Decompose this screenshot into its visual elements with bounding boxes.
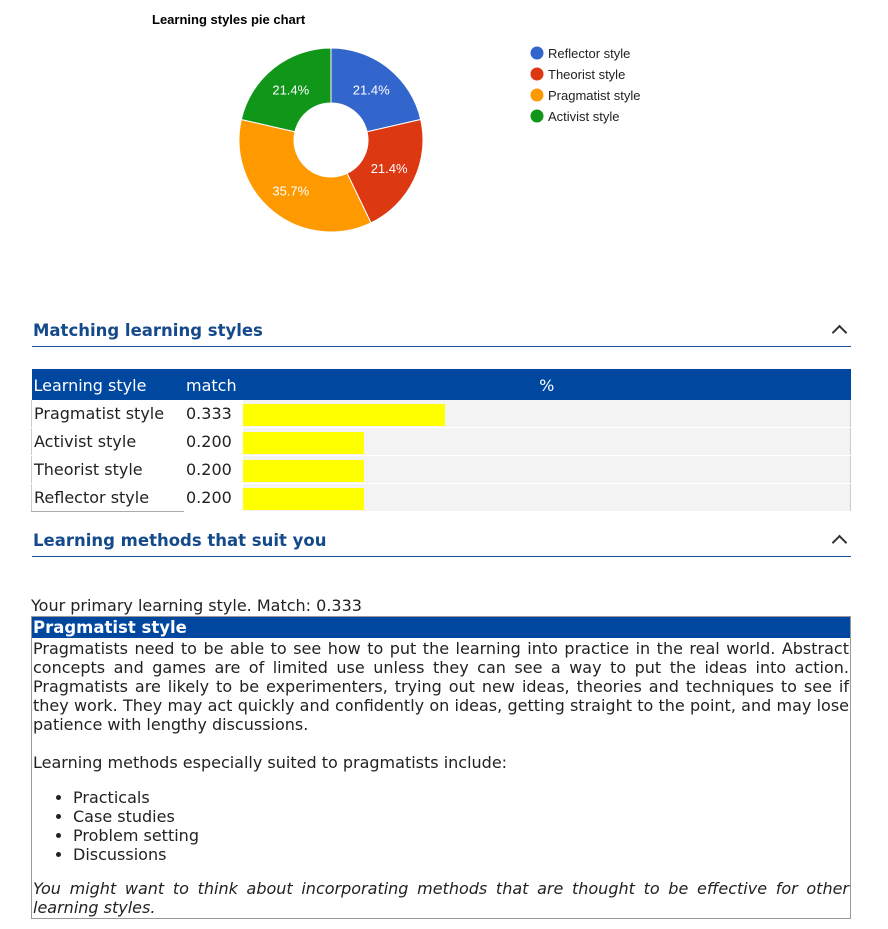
match-bar bbox=[243, 404, 445, 426]
match-bar bbox=[243, 460, 364, 482]
match-table bbox=[31, 369, 851, 512]
table-row bbox=[32, 400, 851, 428]
row-match-value: 0.333 bbox=[184, 400, 243, 428]
pie-slice-label: 21.4% bbox=[352, 82, 390, 98]
methods-list bbox=[33, 788, 849, 864]
style-description-box bbox=[31, 616, 851, 919]
row-style-name: Theorist style bbox=[32, 456, 185, 484]
row-percent-cell bbox=[243, 428, 851, 456]
chevron-up-icon[interactable] bbox=[832, 325, 848, 341]
row-percent-cell bbox=[243, 456, 851, 484]
legend-marker bbox=[531, 68, 544, 81]
list-item: • Case studies bbox=[73, 807, 849, 826]
other-styles-note: You might want to think about incorporating methods that are thought to be effective for other learning styles. bbox=[33, 879, 849, 917]
table-row bbox=[32, 484, 851, 512]
style-box-body bbox=[32, 638, 850, 917]
column-header-percent: % bbox=[243, 370, 851, 401]
row-style-name: Activist style bbox=[32, 428, 185, 456]
pie-slice-label: 21.4% bbox=[370, 160, 408, 176]
chart-title: Learning styles pie chart bbox=[152, 12, 306, 27]
legend-entry[interactable]: Theorist style bbox=[548, 67, 626, 82]
style-box-title: Pragmatist style bbox=[32, 617, 850, 638]
list-item: • Discussions bbox=[73, 845, 849, 864]
methods-intro: Learning methods especially suited to pragmatists include: bbox=[33, 753, 508, 772]
legend-marker bbox=[531, 110, 544, 123]
match-bar bbox=[243, 488, 364, 510]
matching-styles-title: Matching learning styles bbox=[33, 321, 263, 340]
table-row bbox=[32, 456, 851, 484]
style-description: Pragmatists need to be able to see how to put the learning into practice in the real world. Abstract concepts and games are of limited use unless they can see a way to put the ideas into action. Pragmatists are likely to be experimenters, trying out new ideas, theories and techniques to see if they work. They may act quickly and confidently on ideas, getting straight to the point, and may lose patience with lengthy discussions. bbox=[33, 639, 849, 734]
chevron-up-icon[interactable] bbox=[832, 535, 848, 551]
match-bar bbox=[243, 432, 364, 454]
pie-slice-label: 35.7% bbox=[272, 183, 310, 199]
list-item: • Problem setting bbox=[73, 826, 849, 845]
pie-chart-svg bbox=[0, 0, 888, 300]
row-match-value: 0.200 bbox=[184, 456, 243, 484]
row-percent-cell bbox=[243, 400, 851, 428]
matching-styles-header[interactable] bbox=[32, 320, 851, 347]
table-row bbox=[32, 428, 851, 456]
legend-marker bbox=[531, 47, 544, 60]
learning-methods-header[interactable] bbox=[32, 530, 851, 557]
pie-slices bbox=[239, 48, 423, 232]
row-style-name: Pragmatist style bbox=[32, 400, 185, 428]
list-item: • Practicals bbox=[73, 788, 849, 807]
learning-methods-title: Learning methods that suit you bbox=[33, 531, 327, 550]
legend-marker bbox=[531, 89, 544, 102]
row-style-name: Reflector style bbox=[32, 484, 185, 512]
pie-slice-label: 21.4% bbox=[272, 82, 310, 98]
table-header-row bbox=[32, 370, 851, 401]
row-percent-cell bbox=[243, 484, 851, 512]
legend-entry[interactable]: Reflector style bbox=[548, 46, 631, 61]
column-header-style: Learning style bbox=[32, 370, 185, 401]
primary-style-line: Your primary learning style. Match: 0.333 bbox=[31, 596, 362, 615]
row-match-value: 0.200 bbox=[184, 428, 243, 456]
legend-entry[interactable]: Pragmatist style bbox=[548, 88, 641, 103]
learning-styles-chart bbox=[0, 0, 888, 300]
legend-entry[interactable]: Activist style bbox=[548, 109, 620, 124]
row-match-value: 0.200 bbox=[184, 484, 243, 512]
chart-legend bbox=[531, 46, 641, 124]
column-header-match: match bbox=[184, 370, 243, 401]
